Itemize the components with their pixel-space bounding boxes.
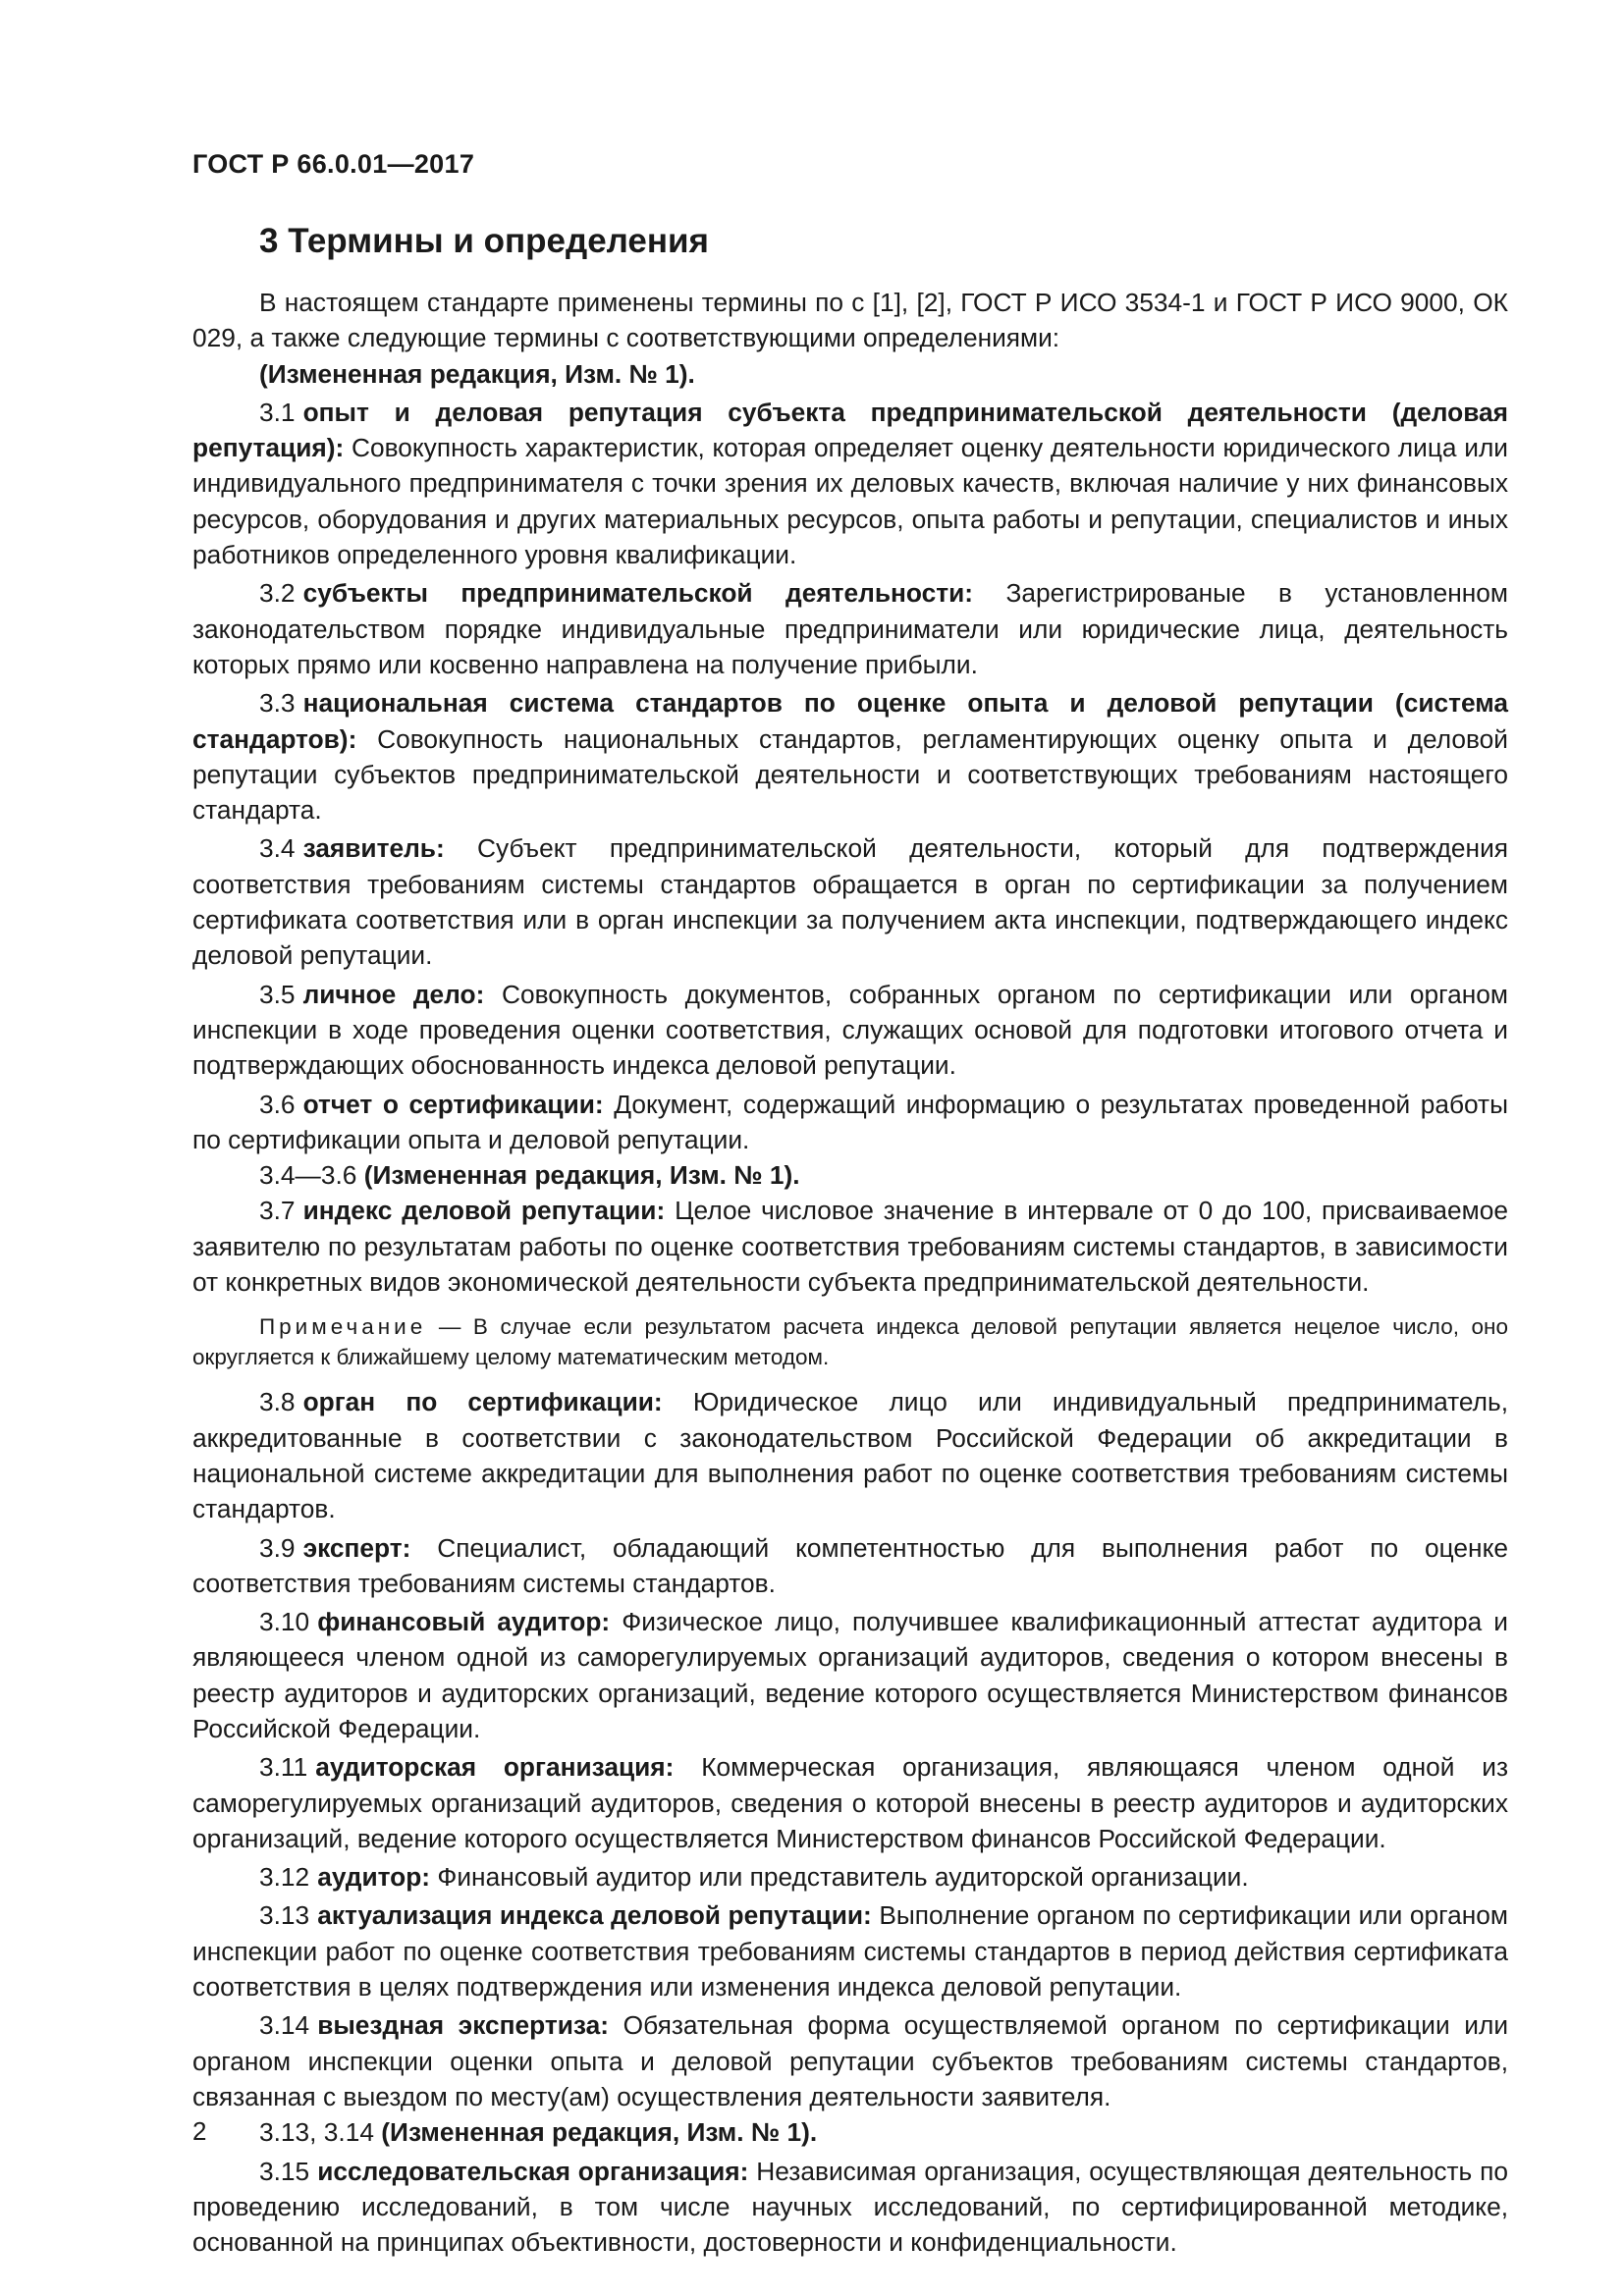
term-3-6: 3.6 отчет о сертификации: Документ, содержащий информацию о результатах проведенной работы по сертификации опыта и деловой репутации. — [192, 1089, 1508, 1154]
term-3-10: 3.10 финансовый аудитор: Физическое лицо, получившее квалификационный аттестат аудитора и являющееся членом одной из саморегулируемых организаций аудиторов, сведения о котором внесены в реестр аудиторов и аудиторских организаций, ведение которого осуществляется Министерством финансов Российской Федерации. — [192, 1607, 1508, 1743]
term-3-1: 3.1 опыт и деловая репутация субъекта предпринимательской деятельности (деловая репутация): Совокупность характеристик, которая определяет оценку деятельности юридического лица или индивидуального предпринимателя с точки зрения их деловых качеств, включая наличие у них финансовых ресурсов, оборудования и других материальных ресурсов, опыта работы и репутации, специалистов и иных работников определенного уровня квалификации. — [192, 397, 1508, 570]
document-body — [192, 285, 1508, 2260]
intro-amendment: (Измененная редакция, Изм. № 1). — [259, 358, 695, 389]
term-3-5: 3.5 личное дело: Совокупность документов, собранных органом по сертификации или органом инспекции в ходе проведения оценки соответствия, служащих основой для подготовки итогового отчета и подтверждающих обоснованность индекса деловой репутации. — [192, 979, 1509, 1081]
term-3-8: 3.8 орган по сертификации: Юридическое лицо или индивидуальный предприниматель, аккредитованные в соответствии с законодательством Российской Федерации об аккредитации в национальной системе аккредитации для выполнения работ по оценке соответствия требованиям системы стандартов. — [192, 1387, 1508, 1524]
term-3-4: 3.4 заявитель: Субъект предпринимательской деятельности, который для подтверждения соответствия требованиям системы стандартов обращается в орган по сертификации за получением сертификата соответствия или в орган инспекции за получением акта инспекции, подтверждающего индекс деловой репутации. — [192, 833, 1508, 971]
note-text: — В случае если результатом расчета индекса деловой репутации является нецелое число, оно округляется к ближайшему целому математическим методом. — [192, 1314, 1508, 1370]
section-title: 3 Термины и определения — [259, 222, 709, 260]
term-3-11: 3.11 аудиторская организация: Коммерческая организация, являющаяся членом одной из саморегулируемых организаций аудиторов, сведения о которой внесены в реестр аудиторов и аудиторских организаций, ведение которого осуществляется Министерством финансов Российской Федерации. — [192, 1752, 1509, 1853]
term-3-7: 3.7 индекс деловой репутации: Целое числовое значение в интервале от 0 до 100, присваиваемое заявителю по результатам работы по оценке соответствия требованиям системы стандартов, в зависимости от конкретных видов экономической деятельности субъекта предпринимательской деятельности. — [192, 1196, 1508, 1298]
term-3-13: 3.13 актуализация индекса деловой репутации: Выполнение органом по сертификации или органом инспекции работ по оценке соответствия требованиям системы стандартов в период действия сертификата соответствия в целях подтверждения или изменения индекса деловой репутации. — [192, 1900, 1509, 2002]
note-label: Примечание — [259, 1314, 427, 1340]
term-3-9: 3.9 эксперт: Специалист, обладающий компетентностью для выполнения работ по оценке соответствия требованиям системы стандартов. — [192, 1532, 1508, 1598]
page-number: 2 — [192, 2116, 207, 2146]
note — [192, 1311, 1508, 1372]
term-3-12: 3.12 аудитор: Финансовый аудитор или представитель аудиторской организации. — [259, 1862, 1249, 1893]
term-3-14: 3.14 выездная экспертиза: Обязательная форма осуществляемой органом по сертификации или органом инспекции оценки опыта и деловой репутации субъектов требованиям системы стандартов, связанная с выездом по месту(ам) осуществления деятельности заявителя. — [192, 2010, 1509, 2111]
term-3-15: 3.15 исследовательская организация: Независимая организация, осуществляющая деятельность по проведению исследований, в том числе научных исследований, по сертифицированной методике, основанной на принципах объективности, достоверности и конфиденциальности. — [192, 2156, 1508, 2258]
term-3-2: 3.2 субъекты предпринимательской деятельности: Зарегистрированые в установленном законодательством порядке индивидуальные предприниматели или юридические лица, деятельность которых прямо или косвенно направлена на получение прибыли. — [192, 578, 1508, 679]
term-3-3: 3.3 национальная система стандартов по оценке опыта и деловой репутации (система стандартов): Совокупность национальных стандартов, регламентирующих оценку опыта и деловой репутации субъектов предпринимательской деятельности и соответствующих требованиям настоящего стандарта. — [192, 688, 1508, 826]
intro-paragraph: В настоящем стандарте применены термины по с [1], [2], ГОСТ Р ИСО 3534-1 и ГОСТ Р ИСО 9000, ОК 029, а также следующие термины с соответствующими определениями: — [192, 288, 1508, 353]
document-code: ГОСТ Р 66.0.01—2017 — [192, 149, 475, 179]
amendment-3-13-3-14: 3.13, 3.14 (Измененная редакция, Изм. № 1). — [259, 2117, 818, 2148]
amendment-3-4-3-6: 3.4—3.6 (Измененная редакция, Изм. № 1). — [259, 1160, 800, 1191]
